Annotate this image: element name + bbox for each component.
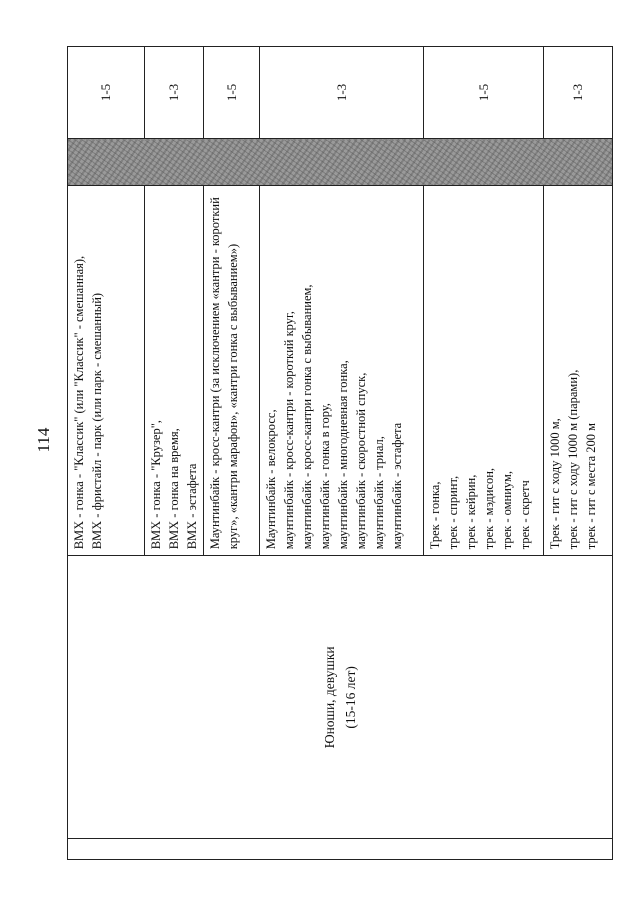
discipline-line: Трек - гонка, — [428, 481, 442, 550]
discipline-line: трек - гит с места 200 м — [584, 422, 598, 550]
sports-disciplines-table — [67, 46, 613, 860]
discipline-cell — [68, 186, 145, 556]
discipline-line: маунтинбайк - триал, — [372, 436, 386, 550]
discipline-cell — [424, 186, 544, 556]
discipline-line: трек - гит с ходу 1000 м (парами), — [566, 369, 580, 550]
discipline-line: ВМХ - фристайл - парк (или парк - смешанный) — [90, 292, 104, 550]
value-cell: 1-5 — [204, 47, 260, 139]
discipline-cell — [544, 186, 613, 556]
table-row — [68, 47, 145, 860]
value-cell: 1-5 — [68, 47, 145, 139]
value-cell: 1-3 — [544, 47, 613, 139]
discipline-line: Маунтинбайк - кросс-кантри (за исключением «кантри - короткий круг», «кантри марафон», «кантри гонка с выбыванием») — [208, 197, 240, 550]
discipline-line: маунтинбайк - скоростной спуск, — [354, 372, 368, 550]
age-group-cell — [68, 556, 613, 839]
value-cell: 1-5 — [424, 47, 544, 139]
age-group-range: (15-16 лет) — [343, 666, 358, 729]
discipline-line: трек - мэдисон, — [482, 467, 496, 550]
discipline-line: Маунтинбайк - велокросс, — [264, 409, 278, 550]
value-cell: 1-3 — [260, 47, 424, 139]
discipline-line: трек - кейрин, — [464, 474, 478, 550]
discipline-line: трек - скретч — [518, 480, 532, 550]
discipline-line: маунтинбайк - кросс-кантри - короткий круг, — [282, 311, 296, 550]
discipline-cell — [145, 186, 204, 556]
discipline-cell — [260, 186, 424, 556]
discipline-cell — [204, 186, 260, 556]
empty-cell — [68, 839, 613, 860]
discipline-line: ВМХ - гонка - "Крузер", — [149, 420, 163, 550]
discipline-line: Трек - гит с ходу 1000 м, — [548, 418, 562, 550]
discipline-line: маунтинбайк - эстафета — [390, 422, 404, 550]
shaded-column — [68, 138, 613, 186]
value-cell: 1-3 — [145, 47, 204, 139]
age-group-label: Юноши, девушки — [322, 646, 337, 749]
discipline-line: ВМХ - гонка на время, — [167, 428, 181, 550]
rotated-table-container — [67, 46, 598, 860]
page-number: 114 — [34, 427, 53, 453]
discipline-line: ВМХ - эстафета — [185, 463, 199, 550]
discipline-line: ВМХ - гонка - "Классик" (или "Классик" - смешанная), — [72, 255, 86, 550]
discipline-line: маунтинбайк - многодневная гонка, — [336, 360, 350, 550]
discipline-line: трек - омниум, — [500, 470, 514, 550]
discipline-line: трек - спринт, — [446, 475, 460, 550]
discipline-line: маунтинбайк - кросс-кантри гонка с выбыванием, — [300, 284, 314, 550]
discipline-line: маунтинбайк - гонка в гору, — [318, 403, 332, 550]
